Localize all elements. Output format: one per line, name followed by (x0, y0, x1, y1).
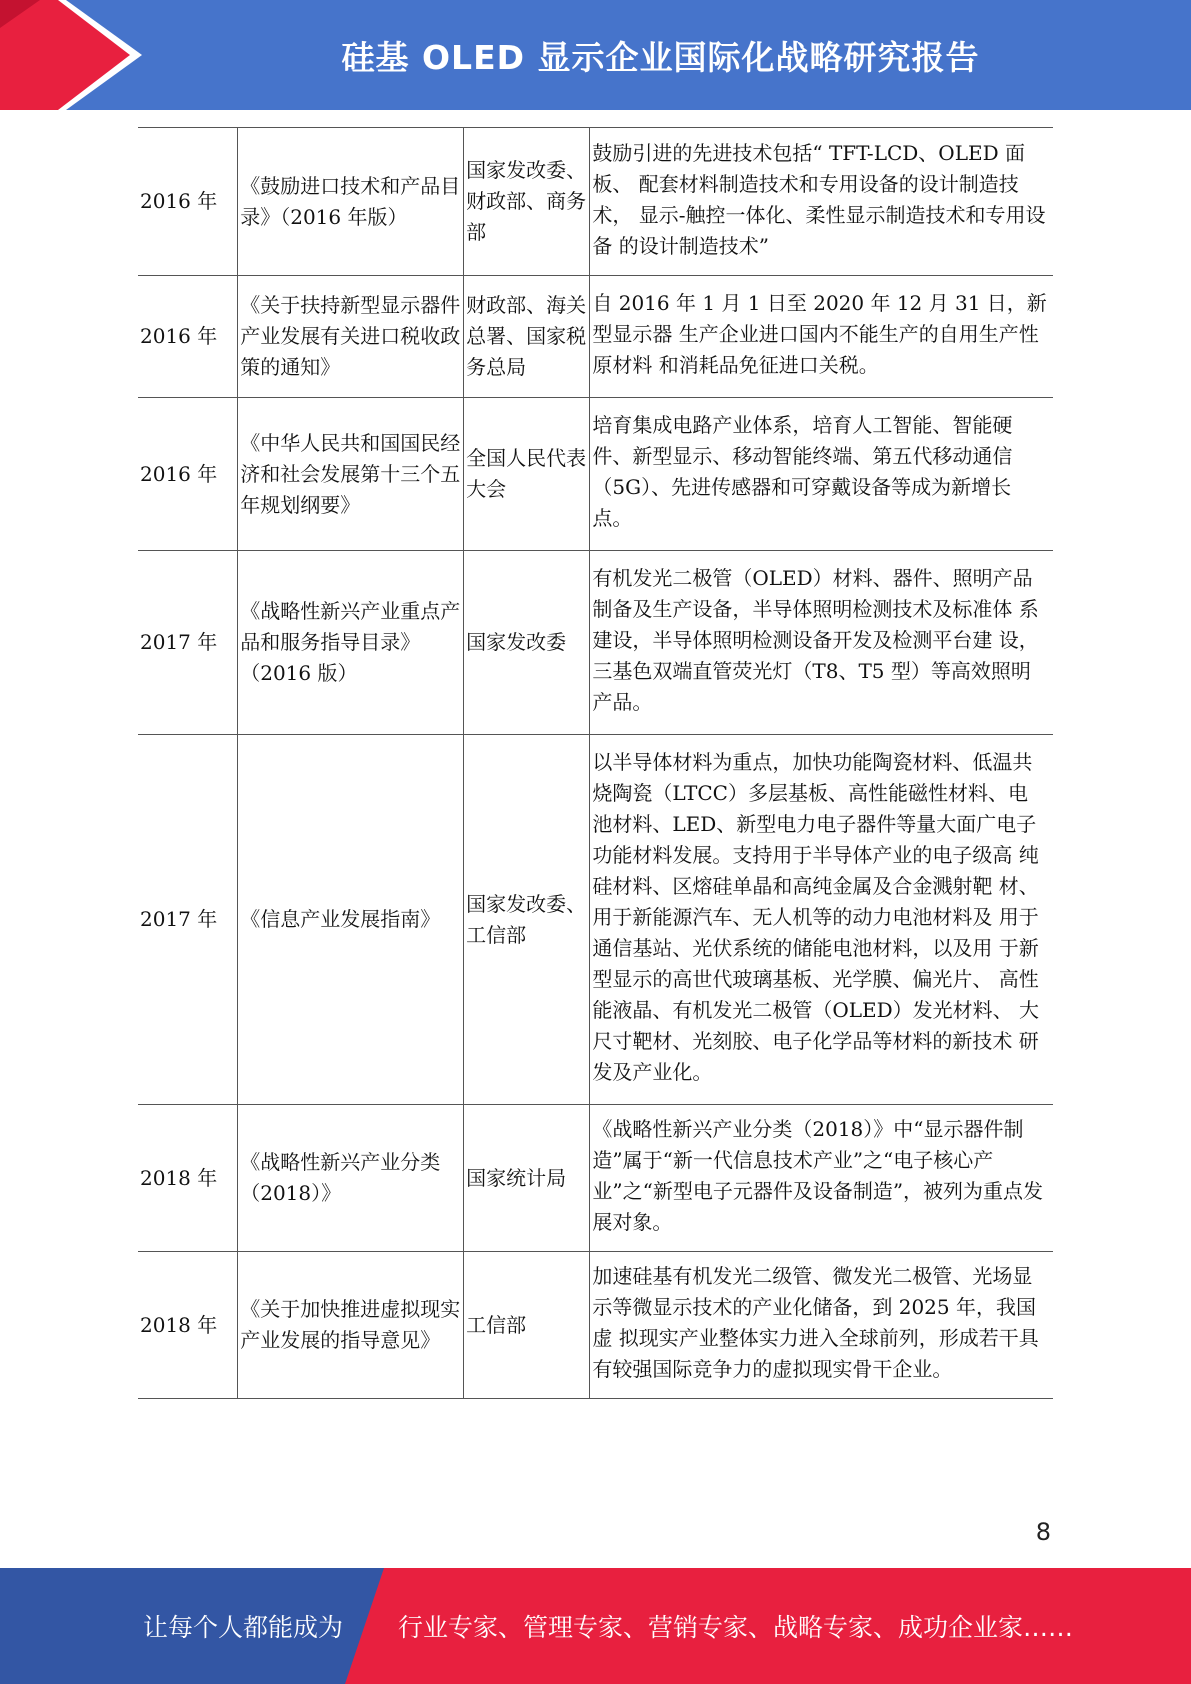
content-cell: 有机发光二极管（OLED）材料、器件、照明产品 制备及生产设备，半导体照明检测技术及标准体 系建设，半导体照明检测设备开发及检测平台建 设，三基色双端直管荧光灯（T8、T5 型）等高效照明 产品。 (590, 551, 1053, 735)
header-banner (0, 0, 1191, 110)
table-row (138, 276, 1053, 398)
page-number: 8 (1035, 1518, 1051, 1546)
year-cell: 2018 年 (138, 1105, 238, 1252)
footer-slogan-left: 让每个人都能成为 (143, 1613, 344, 1642)
department-cell: 财政部、海关总署、国家税务总局 (464, 276, 590, 398)
policy-name-cell: 《鼓励进口技术和产品目录》（2016 年版） (238, 128, 464, 276)
content-cell: 以半导体材料为重点，加快功能陶瓷材料、低温共 烧陶瓷（LTCC）多层基板、高性能磁性材料、电 池材料、LED、新型电力电子器件等量大面广电子 功能材料发展。支持用于半导体产业的电子级高 纯硅材料、区熔硅单晶和高纯金属及合金溅射靶 材、用于新能源汽车、无人机等的动力电池材料及 用于通信基站、光伏系统的储能电池材料，以及用 于新型显示的高世代玻璃基板、光学膜、偏光片、 高性能液晶、有机发光二极管（OLED）发光材料、 大尺寸靶材、光刻胶、电子化学品等材料的新技术 研发及产业化。 (590, 735, 1053, 1105)
content-cell: 加速硅基有机发光二级管、微发光二极管、光场显 示等微显示技术的产业化储备，到 2025 年，我国虚 拟现实产业整体实力进入全球前列，形成若干具 有较强国际竞争力的虚拟现实骨干企业。 (590, 1252, 1053, 1399)
table-row (138, 128, 1053, 276)
policy-name-cell: 《战略性新兴产业分类（2018）》 (238, 1105, 464, 1252)
table-row (138, 1252, 1053, 1399)
department-cell: 工信部 (464, 1252, 590, 1399)
department-cell: 国家统计局 (464, 1105, 590, 1252)
year-cell: 2016 年 (138, 276, 238, 398)
policy-table (138, 127, 1053, 1399)
header-chevron-icon (0, 0, 160, 110)
department-cell: 国家发改委、财政部、商务部 (464, 128, 590, 276)
policy-name-cell: 《关于加快推进虚拟现实产业发展的指导意见》 (238, 1252, 464, 1399)
policy-name-cell: 《战略性新兴产业重点产品和服务指导目录》（2016 版） (238, 551, 464, 735)
content-cell: 《战略性新兴产业分类（2018）》中“显示器件制造”属于“新一代信息技术产业”之“电子核心产业”之“新型电子元器件及设备制造”，被列为重点发展对象。 (590, 1105, 1053, 1252)
policy-name-cell: 《中华人民共和国国民经济和社会发展第十三个五年规划纲要》 (238, 398, 464, 551)
year-cell: 2018 年 (138, 1252, 238, 1399)
table-row (138, 551, 1053, 735)
department-cell: 国家发改委、工信部 (464, 735, 590, 1105)
footer-slogan-right: 行业专家、管理专家、营销专家、战略专家、成功企业家…… (398, 1613, 1074, 1642)
year-cell: 2017 年 (138, 735, 238, 1105)
department-cell: 国家发改委 (464, 551, 590, 735)
table-row (138, 735, 1053, 1105)
policy-name-cell: 《关于扶持新型显示器件产业发展有关进口税收政策的通知》 (238, 276, 464, 398)
content-cell: 鼓励引进的先进技术包括“ TFT-LCD、OLED 面板、 配套材料制造技术和专用设备的设计制造技术， 显示-触控一体化、柔性显示制造技术和专用设备 的设计制造技术” (590, 128, 1053, 276)
department-cell: 全国人民代表大会 (464, 398, 590, 551)
year-cell: 2016 年 (138, 398, 238, 551)
table-row (138, 398, 1053, 551)
year-cell: 2017 年 (138, 551, 238, 735)
policy-name-cell: 《信息产业发展指南》 (238, 735, 464, 1105)
year-cell: 2016 年 (138, 128, 238, 276)
content-cell: 培育集成电路产业体系，培育人工智能、智能硬件、新型显示、移动智能终端、第五代移动通信（5G）、先进传感器和可穿戴设备等成为新增长点。 (590, 398, 1053, 551)
content-cell: 自 2016 年 1 月 1 日至 2020 年 12 月 31 日，新型显示器 生产企业进口国内不能生产的自用生产性原材料 和消耗品免征进口关税。 (590, 276, 1053, 398)
footer-banner (0, 1568, 1191, 1684)
table-row (138, 1105, 1053, 1252)
page-title: 硅基 OLED 显示企业国际化战略研究报告 (341, 37, 980, 77)
